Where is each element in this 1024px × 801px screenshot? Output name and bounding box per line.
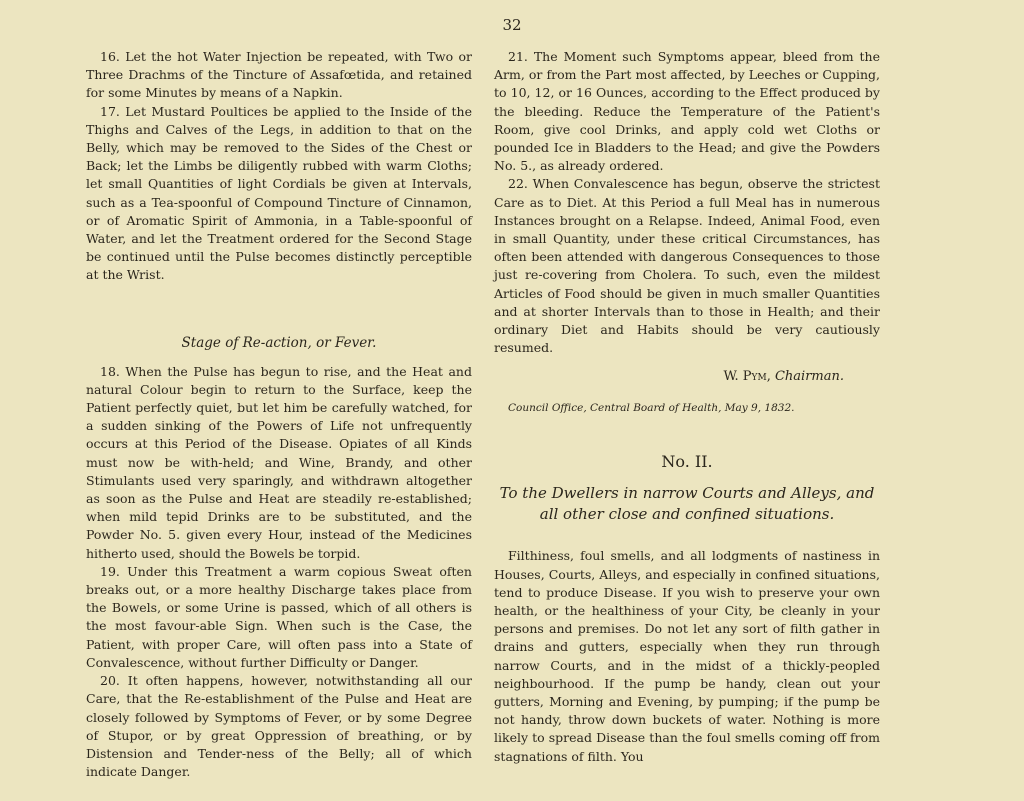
left-column: [86, 48, 472, 781]
body-paragraph: Filthiness, foul smells, and all lodgments of nastiness in Houses, Courts, Alleys, and especially in confined situations, tend to produce Disease. If you wish to preserve your own health, or the healthiness of your City, be cleanly in your persons and premises. Do not let any sort of filth gather in drains and gutters, especially when they run through narrow Courts, and in the midst of a thickly-peopled neighbourhood. If the pump be handy, clean out your gutters, Morning and Evening, by pumping; if the pump be not handy, throw down buckets of water. Nothing is more likely to spread Disease than the foul smells coming off from stagnations of filth. You: [494, 548, 880, 764]
paragraph-21: 21. The Moment such Symptoms appear, bleed from the Arm, or from the Part most affected, by Leeches or Cupping, to 10, 12, or 16 Ounces, according to the Effect produced by the bleeding. Reduce the Temperature of the Patient's Room, give cool Drinks, and apply cold wet Cloths or pounded Ice in Bladders to the Head; and give the Powders No. 5., as already ordered.: [494, 49, 880, 174]
section-heading-reaction: Stage of Re-action, or Fever.: [181, 334, 377, 351]
paragraph-18: 18. When the Pulse has begun to rise, and the Heat and natural Colour begin to return to the Surface, keep the Patient perfectly quiet, but let him be carefully watched, for a sudden sinking of the Powers of Life not unfrequently occurs at this Period of the Disease. Opiates of all Kinds must now be with-held; and Wine, Brandy, and other Stimulants used very sparingly, and withdrawn altogether as soon as the Pulse and Heat are steadily re-established; when mild tepid Drinks are to be substituted, and the Powder No. 5. given every Hour, instead of the Medicines hitherto used, should the Bowels be torpid.: [86, 363, 472, 561]
paragraph-17: 17. Let Mustard Poultices be applied to the Inside of the Thighs and Calves of the Legs, in addition to that on the Belly, which may be removed to the Sides of the Chest or Back; let the Limbs be diligently rubbed with warm Cloths; let small Quantities of light Cordials be given at Intervals, such as a Tea-spoonful of Compound Tincture of Cinnamon, or of Aromatic Spirit of Ammonia, in a Table-spoonful of Water, and let the Treatment ordered for the Second Stage be continued until the Pulse becomes distinctly perceptible at the Wrist.: [86, 103, 472, 283]
signature-name: W. Pym,: [723, 369, 771, 385]
paragraph-22: 22. When Convalescence has begun, observe the strictest Care as to Diet. At this Period a full Meal has in numerous Instances brought on a Relapse. Indeed, Animal Food, even in small Quantity, under these critical Circumstances, has often been attended with dangerous Consequences to those just re-covering from Cholera. To such, even the mildest Articles of Food should be given in much smaller Quantities and at shorter Intervals than to those in Health; and their ordinary Diet and Habits should be very cautiously resumed.: [494, 176, 880, 356]
section-number: No. II.: [661, 452, 713, 472]
signature-title: Chairman.: [774, 369, 844, 385]
right-column: [494, 48, 880, 766]
paragraph-19: 19. Under this Treatment a warm copious Sweat often breaks out, or a more healthy Discharge takes place from the Bowels, or some Urine is passed, which of all others is the most favour-able Sign. When such is the Case, the Patient, with proper Care, will often pass into a State of Convalescence, without further Difficulty or Danger.: [86, 563, 472, 670]
signature: [494, 369, 844, 384]
paragraph-16: 16. Let the hot Water Injection be repeated, with Two or Three Drachms of the Tincture of Assafœtida, and retained for some Minutes by means of a Napkin.: [86, 49, 472, 101]
section-title: To the Dwellers in narrow Courts and Alleys, and all other close and confined situations.: [499, 484, 875, 524]
dateline: Council Office, Central Board of Health, May 9, 1832.: [508, 402, 795, 415]
paragraph-20: 20. It often happens, however, notwithstanding all our Care, that the Re-establishment of the Pulse and Heat are closely followed by Symptoms of Fever, or by some Degree of Stupor, or by great Oppression of breathing, or by Distension and Tender-ness of the Belly; all of which indicate Danger.: [86, 673, 472, 780]
page-number: 32: [502, 16, 522, 34]
